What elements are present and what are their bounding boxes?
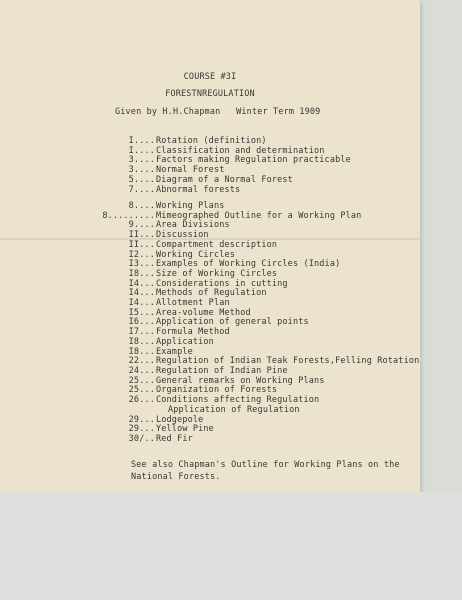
topic-label: Mimeographed Outline for a Working Plan bbox=[156, 210, 362, 221]
topic-label: Diagram of a Normal Forest bbox=[156, 174, 293, 185]
topic-label: Conditions affecting Regulation bbox=[156, 395, 320, 405]
page-number: 22... bbox=[128, 356, 155, 367]
page-number: 7.... bbox=[128, 184, 155, 195]
page-number: 30/.. bbox=[128, 434, 155, 445]
page-number: I8... bbox=[128, 268, 155, 279]
topic-label: Lodgepole bbox=[156, 414, 204, 425]
topic-label: Application of Regulation bbox=[168, 405, 300, 415]
topic-label: Working Plans bbox=[156, 201, 225, 211]
page-number: 3.... bbox=[128, 165, 155, 176]
background-sheet bbox=[0, 492, 462, 600]
page-number: II... bbox=[128, 230, 155, 241]
topic-label: Formula Method bbox=[156, 327, 230, 338]
topic-label: Application bbox=[156, 336, 214, 347]
topic-label: Regulation of Indian Teak Forests,Felling Rotation bbox=[156, 356, 420, 367]
page-number: 25... bbox=[128, 385, 155, 396]
topic-label: Organization of Forests bbox=[156, 385, 278, 396]
page-number: I.... bbox=[128, 145, 155, 156]
topic-label: Size of Working Circles bbox=[156, 268, 278, 279]
page-number: 3.... bbox=[128, 155, 155, 166]
page-title: FORESTNREGULATION bbox=[165, 89, 255, 99]
topic-label: Allotment Plan bbox=[156, 298, 230, 308]
topic-label: Application of general points bbox=[156, 317, 309, 328]
topic-label: Factors making Regulation practicable bbox=[156, 155, 351, 166]
topic-label: Regulation of Indian Pine bbox=[156, 365, 288, 376]
topic-label: Examples of Working Circles (India) bbox=[156, 259, 341, 270]
page-number: 29... bbox=[128, 414, 155, 425]
topic-label: Abnormal forests bbox=[156, 184, 241, 195]
topic-label: Classification and determination bbox=[156, 145, 325, 156]
topic-label: Yellow Pine bbox=[156, 424, 214, 435]
page-number: II... bbox=[128, 239, 155, 250]
page-number: I3... bbox=[128, 259, 155, 270]
page-number: I4... bbox=[128, 278, 155, 289]
course-number: COURSE #3I bbox=[183, 72, 237, 82]
topic-label: Discussion bbox=[156, 230, 209, 241]
topic-label: Compartment description bbox=[156, 239, 278, 250]
page-number: I8... bbox=[128, 336, 155, 347]
topic-label: Example bbox=[156, 346, 193, 357]
page-number: I2... bbox=[128, 249, 155, 260]
topic-label: Rotation (definition) bbox=[156, 136, 267, 146]
page-number: I4... bbox=[128, 298, 155, 308]
page-number: I5... bbox=[128, 307, 155, 318]
page-number: I8... bbox=[128, 346, 155, 357]
footer-note-line2: National Forests. bbox=[131, 472, 221, 482]
page-number: 29... bbox=[128, 424, 155, 435]
page-number: 25... bbox=[128, 375, 155, 386]
topic-label: Working Circles bbox=[156, 249, 236, 260]
topic-label: Methods of Regulation bbox=[156, 288, 267, 299]
page-number: 5.... bbox=[128, 174, 155, 185]
page-number: I.... bbox=[128, 136, 155, 146]
page-number: I6... bbox=[128, 317, 155, 328]
page-number: 24... bbox=[128, 365, 155, 376]
page-number: 26... bbox=[128, 395, 155, 405]
page-number: I4... bbox=[128, 288, 155, 299]
page-number: 9.... bbox=[128, 220, 155, 231]
page-number: I7... bbox=[128, 327, 155, 338]
topic-label: Red Fir bbox=[156, 434, 193, 445]
footer-note-line1: See also Chapman's Outline for Working Plans on the bbox=[131, 460, 400, 470]
page-number: 8.... bbox=[128, 201, 155, 211]
topic-label: General remarks on Working Plans bbox=[156, 375, 325, 386]
topic-label: Area Divisions bbox=[156, 220, 230, 231]
topic-label: Normal Forest bbox=[156, 165, 225, 176]
topic-label: Considerations in cutting bbox=[156, 278, 288, 289]
author-term: Given by H.H.Chapman Winter Term 1909 bbox=[115, 107, 321, 117]
page-number: 8......... bbox=[102, 210, 155, 221]
topic-label: Area-volume Method bbox=[156, 307, 251, 318]
